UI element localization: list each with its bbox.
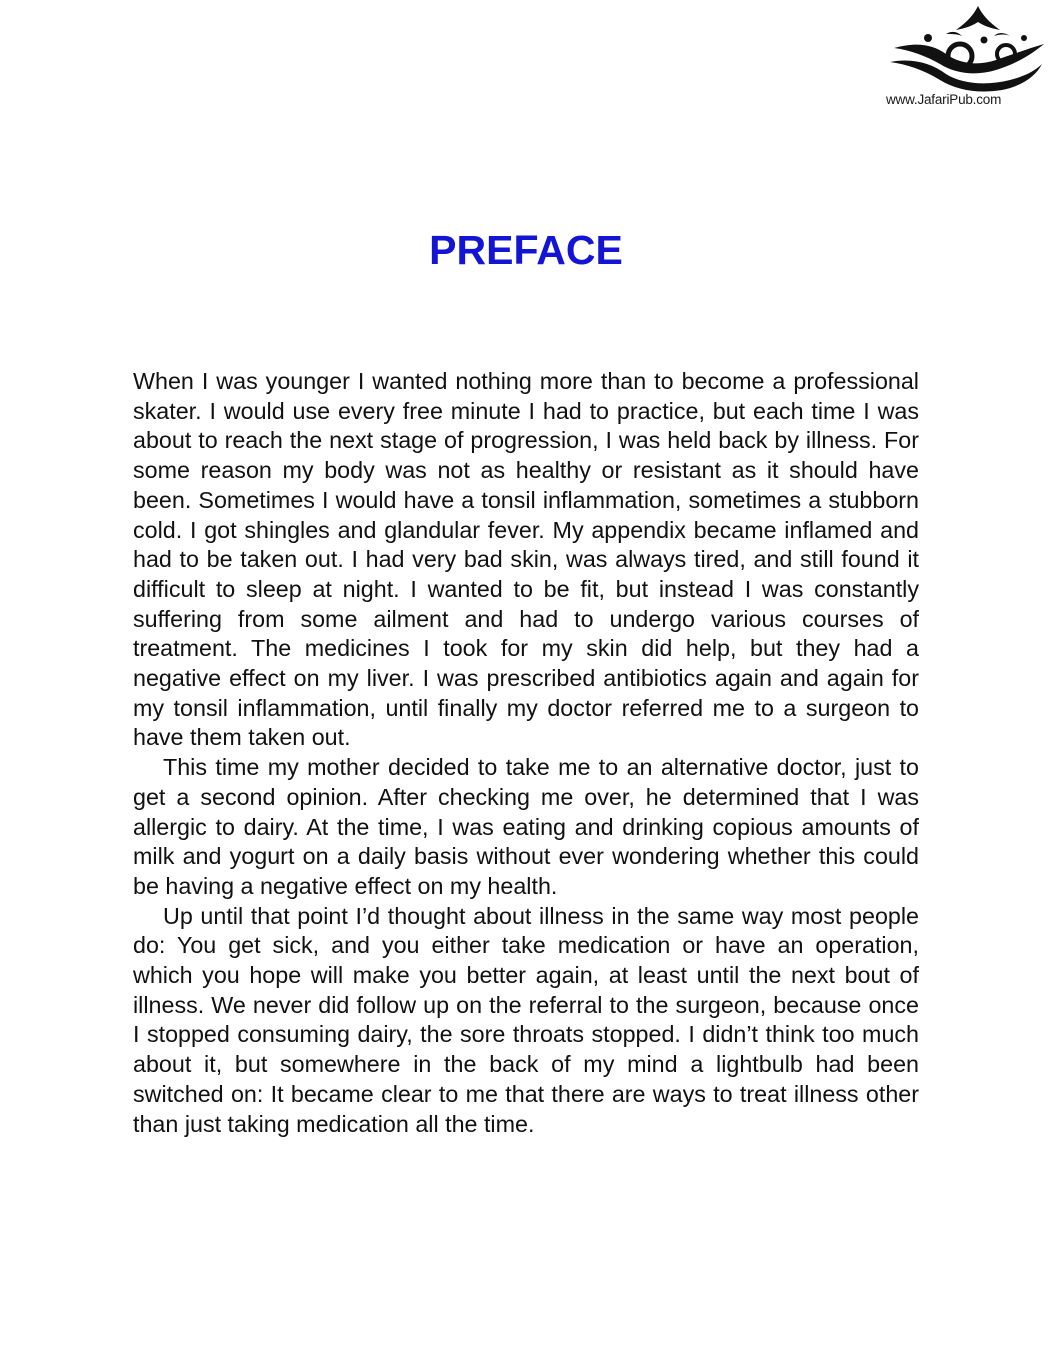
- calligraphy-logo-icon: [886, 4, 1046, 92]
- publisher-url: www.JafariPub.com: [886, 92, 1002, 107]
- publisher-logo: [880, 4, 1052, 112]
- paragraph-3: Up until that point I’d thought about illness in the same way most people do: You get sick, and you either take medication or have an operation, which you hope will make you better again, at least until the next bout of illness. We never did follow up on the referral to the surgeon, because once I stopped consuming dairy, the sore throats stopped. I didn’t think too much about it, but somewhere in the back of my mind a lightbulb had been switched on: It became clear to me that there are ways to treat illness other than just taking medication all the time.: [133, 902, 919, 1137]
- paragraph-1: When I was younger I wanted nothing more than to become a professional skater. I would use every free minute I had to practice, but each time I was about to reach the next stage of progression, I was held back by illness. For some reason my body was not as healthy or resistant as it should have been. Sometimes I would have a tonsil inflammation, sometimes a stubborn cold. I got shingles and glandular fever. My appendix became inflamed and had to be taken out. I had very bad skin, was always tired, and still found it difficult to sleep at night. I wanted to be fit, but instead I was constantly suffering from some ailment and had to undergo various courses of treatment. The medicines I took for my skin did help, but they had a negative effect on my liver. I was prescribed antibiotics again and again for my tonsil inflammation, until finally my doctor referred me to a surgeon to have them taken out.: [133, 368, 919, 751]
- preface-body: [133, 367, 919, 1139]
- page-title: PREFACE: [429, 227, 623, 273]
- paragraph-2: This time my mother decided to take me to an alternative doctor, just to get a second opinion. After checking me over, he determined that I was allergic to dairy. At the time, I was eating and drinking copious amounts of milk and yogurt on a daily basis without ever wondering whether this could be having a negative effect on my health.: [133, 754, 919, 899]
